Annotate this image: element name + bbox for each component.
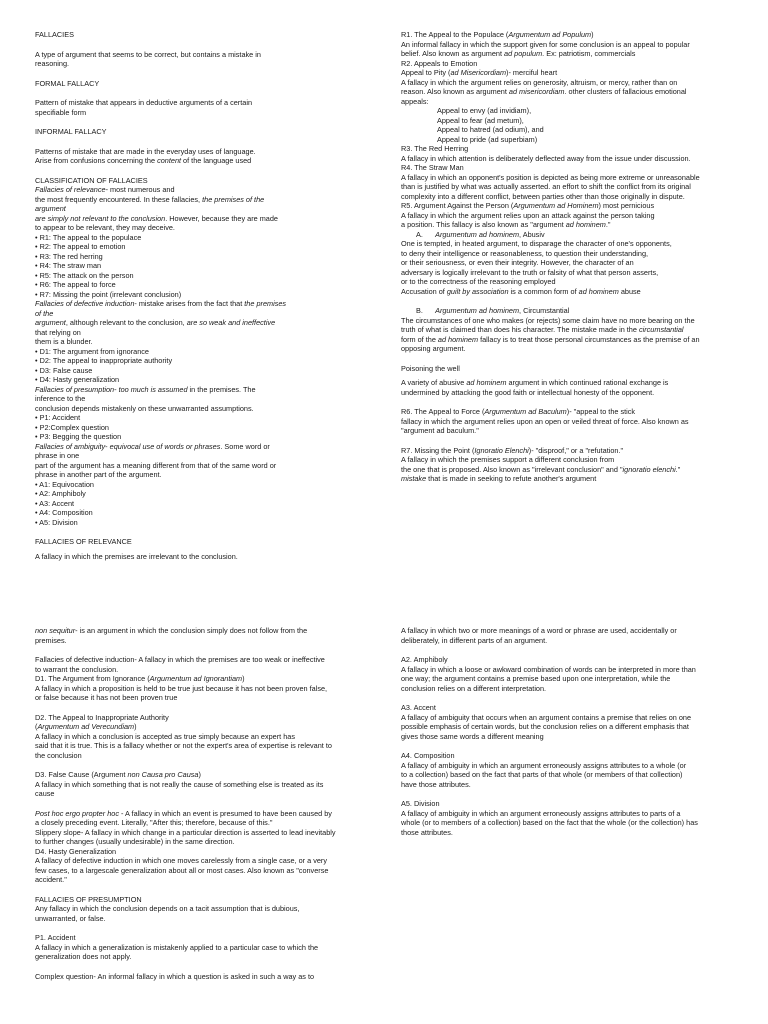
relevance-section-heading: FALLACIES OF RELEVANCE [35,537,132,546]
ambiguity-intro: Fallacies of ambiguity- equivocal use of words or phrases. Some word or phrase in one [35,441,270,460]
a3-text: gives those same words a different meaning [401,731,544,741]
r5b-text: opposing argument. [401,344,466,353]
ambiguity-intro: part of the argument has a meaning different from that of the same word or [35,460,277,470]
defective-induction-text: to warrant the conclusion. [35,664,119,674]
d3-heading: D3. False Cause (Argument non Causa pro Causa) [35,770,201,779]
r3-heading: R3. The Red Herring [401,144,469,153]
presumption-section-heading: FALLACIES OF PRESUMPTION [35,894,142,904]
fallacies-definition-line: reasoning. [35,59,70,68]
r2-heading: R2. Appeals to Emotion [401,58,478,68]
list-item: • D3: False cause [35,365,93,375]
r6-text: "argument ad baculum." [401,426,479,435]
presumption-intro: conclusion depends mistakenly on these unwarranted assumptions. [35,403,254,413]
presumption-section-text: Any fallacy in which the conclusion depends on a tacit assumption that is dubious, [35,904,300,913]
fallacies-heading: FALLACIES [35,30,74,39]
list-item: Appeal to pride (ad superbiam) [437,134,538,144]
list-item: • D2: The appeal to inappropriate authority [35,356,173,365]
list-item: Appeal to fear (ad metum), [437,115,524,125]
r5-heading: R5. Argument Against the Person (Argumentum ad Hominem) most pernicious [401,201,655,210]
list-item: • R6: The appeal to force [35,280,116,289]
relevance-intro: to appear to be relevant, they may deceive. [35,223,175,232]
list-item: • A3: Accent [35,498,75,508]
a4-text: to a collection) based on the fact that parts of that whole (or members of that collection) [401,770,683,779]
d4-text: A fallacy of defective induction in which one moves carelessly from a single case, or a very [35,856,328,865]
slippery-slope-text: Slippery slope- A fallacy in which change in a particular direction is asserted to lead inevitably [35,827,336,837]
r5b-text: form of the ad hominem fallacy is to treat those personal circumstances as the premise of an [401,334,700,344]
a2-text: conclusion relies on a different interpretation. [401,683,547,693]
slippery-slope-text: to further changes (usually undesirable) in the same direction. [35,837,235,846]
relevance-intro: Fallacies of relevance- most numerous and [35,185,175,194]
defective-induction-text: Fallacies of defective induction- A fallacy in which the premises are too weak or ineffective [35,655,325,664]
list-item: • P2:Complex question [35,422,109,432]
list-item: • R4: The straw man [35,261,102,270]
top-left-column [35,30,287,561]
r7-heading: R7. Missing the Point (Ignoratio Elenchi)- "disproof," or a "refutation." [401,445,624,455]
non-sequitur-text: premises. [35,635,67,645]
p1-text: generalization does not apply. [35,952,132,961]
fallacies-definition-line: A type of argument that seems to be correct, but contains a mistake in [35,49,261,59]
list-item: Appeal to hatred (ad odium), and [437,125,544,134]
informal-fallacy-definition-line: Patterns of mistake that are made in the everyday uses of language. [35,146,256,156]
a1-text: deliberately, in different parts of an argument. [401,635,548,645]
r5a-subheading: A. Argumentum ad hominem, Abusiv [416,229,545,239]
r5a-text: to deny their intelligence or reasonableness, to question their understanding, [401,248,649,258]
r1-heading: R1. The Appeal to the Populace (Argumentum ad Populum) [401,30,594,39]
bottom-left-column [35,626,347,981]
a3-heading: A3. Accent [401,703,436,712]
r6-text: fallacy in which the argument relies upon an open or veiled threat of force. Also known as [401,416,689,426]
defective-intro: them is a blunder. [35,337,93,346]
r5b-text: truth of what is claimed than does his character. The mistake made in the circumstantial [401,325,684,334]
relevance-intro: are simply not relevant to the conclusion. However, because they are made [35,213,278,223]
d2-heading: D2. The Appeal to Inappropriate Authority [35,712,169,722]
a4-text: A fallacy of ambiguity in which an argument erroneously assigns attributes to a whole (or [401,760,687,770]
r5a-text: or to the correctness of the reasoning employed [401,277,556,286]
r7-text: A fallacy in which the premises support a different conclusion from [401,455,615,464]
top-right-column [401,30,736,484]
r5-text: A fallacy in which the argument relies upon an attack against the person taking [401,210,655,220]
r7-text: mistake that is made in seeking to refute another's argument [401,474,597,483]
r5a-text: One is tempted, in heated argument, to disparage the character of one's opponents, [401,239,672,248]
list-item: • R3: The red herring [35,251,103,261]
d3-text: A fallacy in which something that is not really the cause of something else is treated as its [35,779,324,789]
defective-intro: argument, although relevant to the conclusion, are so weak and ineffective that relying on [35,318,276,337]
list-item: • R2: The appeal to emotion [35,242,126,251]
d2-text: A fallacy in which a conclusion is accepted as true simply because an expert has [35,731,295,741]
a5-text: A fallacy of ambiguity in which an argument erroneously assigns attributes to parts of a [401,808,681,818]
non-sequitur-text: non sequitur- is an argument in which the conclusion simply does not follow from the [35,626,308,635]
r5a-text: Accusation of guilt by association is a common form of ad hominem abuse [401,286,641,296]
d1-heading: D1. The Argument from Ignorance (Argumentum ad Ignorantiam) [35,674,245,683]
classification-heading: CLASSIFICATION OF FALLACIES [35,175,148,185]
list-item: • R1: The appeal to the populace [35,232,142,242]
defective-intro: Fallacies of defective induction- mistake arises from the fact that the premises of the [35,299,287,318]
relevance-intro: the most frequently encountered. In these fallacies, the premises of the argument [35,194,265,213]
poisoning-well-text: undermined by attacking the good faith or intellectual honesty of the opponent. [401,387,655,397]
r7-text: the one that is proposed. Also known as "irrelevant conclusion" and "ignoratio elenchi." [401,464,681,474]
a1-text: A fallacy in which two or more meanings of a word or phrase are used, accidentally or [401,626,677,635]
list-item: • A4: Composition [35,508,93,517]
d4-heading: D4. Hasty Generalization [35,846,117,856]
r5-text: a position. This fallacy is also known as "argument ad hominem." [401,220,611,229]
d4-text: accident." [35,875,67,884]
d1-text: or false because it has not been proven true [35,693,178,702]
a2-text: one way; the argument contains a premise based upon one interpretation, while the [401,674,671,683]
list-item: • A1: Equivocation [35,479,94,489]
r2-text: appeals: [401,96,429,106]
d2-text: said that it is true. This is a fallacy whether or not the expert's area of expertise is relevant to [35,741,332,750]
poisoning-well-text: A variety of abusive ad hominem argument in which continued rational exchange is [401,378,669,387]
r5b-text: The circumstances of one who makes (or rejects) some claim have no more bearing on the [401,315,695,325]
r4-text: complexity into a different conflict, between parties other than those originally in dispute. [401,191,685,201]
r2-pity-subheading: Appeal to Pity (ad Misericordiam)- merciful heart [401,68,558,77]
informal-fallacy-definition-line: Arise from confusions concerning the content of the language used [35,156,252,165]
r4-text: A fallacy in which an opponent's position is depicted as being more extreme or unreasonable [401,172,700,182]
a3-text: A fallacy of ambiguity that occurs when an argument contains a premise that relies on one [401,712,692,722]
r1-text: belief. Also known as argument ad populum. Ex: patriotism, commercials [401,49,636,58]
d3-text: cause [35,789,55,798]
bottom-right-column [401,626,736,837]
r6-heading: R6. The Appeal to Force (Argumentum ad Baculum)- "appeal to the stick [401,407,636,416]
r5a-text: adversary is logically irrelevant to the truth or falsity of what that person asserts, [401,267,659,277]
list-item: • R7: Missing the point (irrelevant conclusion) [35,289,182,299]
post-hoc-text: a closely preceding event. Literally, "After this; therefore, because of this." [35,818,273,827]
poisoning-well-heading: Poisoning the well [401,363,460,373]
ambiguity-intro: phrase in another part of the argument. [35,470,162,479]
r5b-subheading: B. Argumentum ad hominem, Circumstantial [416,306,570,315]
d2-text: the conclusion [35,750,82,760]
r4-heading: R4. The Straw Man [401,163,464,172]
list-item: • R5: The attack on the person [35,270,134,280]
a5-heading: A5. Division [401,799,440,808]
p1-heading: P1. Accident [35,933,76,942]
presumption-intro: Fallacies of presumption- too much is assumed in the premises. The inference to the [35,384,256,403]
complex-question-text: Complex question- An informal fallacy in which a question is asked in such a way as to [35,971,315,981]
d4-text: few cases, to a largescale generalization about all or most cases. Also known as "converse [35,865,329,875]
r3-text: A fallacy in which attention is deliberately deflected away from the issue under discussion. [401,153,691,163]
a4-heading: A4. Composition [401,751,455,760]
relevance-section-definition: A fallacy in which the premises are irrelevant to the conclusion. [35,551,238,561]
d2-subheading: (Argumentum ad Verecundiam) [35,722,137,731]
r2-text: A fallacy in which the argument relies on generosity, altruism, or mercy, rather than on [401,77,678,87]
list-item: • D1: The argument from ignorance [35,346,149,356]
presumption-section-text: unwarranted, or false. [35,913,106,923]
informal-fallacy-heading: INFORMAL FALLACY [35,127,107,136]
a5-text: those attributes. [401,827,453,837]
p1-text: A fallacy in which a generalization is mistakenly applied to a particular case to which the [35,942,319,952]
a5-text: whole (or to members of a collection) based on the fact that the whole (or the collection) has [401,818,698,827]
a4-text: have those attributes. [401,779,471,789]
list-item: • P1: Accident [35,413,81,422]
r4-text: than is justified by what was actually asserted. an effort to shift the conflict from its original [401,182,691,191]
d1-text: A fallacy in which a proposition is held to be true just because it has not been proven false, [35,683,328,693]
formal-fallacy-definition: Pattern of mistake that appears in deductive arguments of a certain specifiable form [35,98,253,117]
post-hoc-text: Post hoc ergo propter hoc - A fallacy in which an event is presumed to have been caused by [35,808,332,818]
r1-text: An informal fallacy in which the support given for some conclusion is an appeal to popular [401,39,690,49]
list-item: • P3: Begging the question [35,432,122,441]
r2-text: reason. Also known as argument ad misericordiam. other clusters of fallacious emotional [401,87,687,96]
r5a-text: or their seriousness, or even their integrity. However, the character of an [401,258,634,267]
list-item: • D4: Hasty generalization [35,375,120,384]
list-item: • A5: Division [35,517,78,527]
a2-text: A fallacy in which a loose or awkward combination of words can be interpreted in more than [401,664,696,674]
list-item: Appeal to envy (ad invidiam), [437,106,532,115]
formal-fallacy-heading: FORMAL FALLACY [35,78,100,88]
list-item: • A2: Amphiboly [35,489,86,498]
a2-heading: A2. Amphiboly [401,655,448,664]
a3-text: possible emphasis of certain words, but the conclusion relies on a different emphasis that [401,722,689,731]
